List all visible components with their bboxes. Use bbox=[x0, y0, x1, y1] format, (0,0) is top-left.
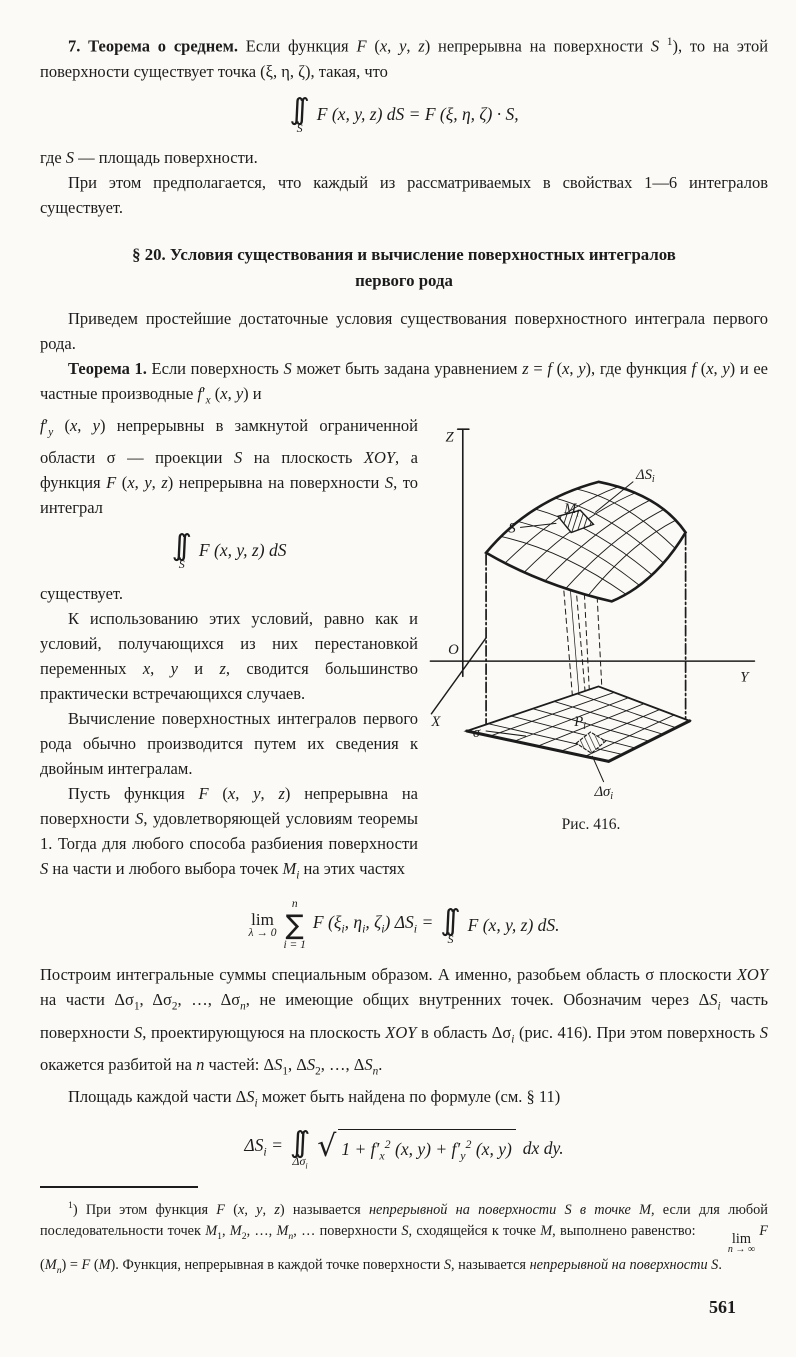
radical-sign: √ bbox=[317, 1129, 337, 1165]
formula-area-element bbox=[40, 1124, 768, 1171]
paragraph-exists: существует. bbox=[40, 584, 124, 604]
paragraph-mean-value-theorem: 7. Теорема о среднем. Если функция F (x, y, z) непрерывна на поверхности S $^1$), то на этой поверхности существует точка (ξ, η, ζ), такая, что bbox=[40, 36, 769, 81]
section-heading bbox=[50, 242, 758, 294]
formula-body: F (x, y, z) dS bbox=[198, 540, 287, 561]
sum-operator: n ∑ i = 1 bbox=[283, 898, 306, 951]
formula-lhs: $\Delta S_i$ = bbox=[244, 1135, 283, 1159]
formula-body: F (x, y, z) dS = F (ξ, η, ζ) · S, bbox=[316, 103, 519, 124]
paragraph-col1: $f'_y$ (x, y) непрерывны в замкнутой ограниченной области σ — проекции S на плоскость XOY, а функция F (x, y, z) непрерывна на поверхности S, то интеграл bbox=[40, 415, 419, 518]
surface-s bbox=[486, 482, 686, 602]
formula-tail: dx dy. bbox=[522, 1138, 564, 1159]
limit-operator: lim λ → 0 bbox=[248, 910, 277, 940]
formula-body: F ($\xi_i$, $\eta_i$, $\zeta_i$) $\Delta S_i$ = bbox=[312, 911, 434, 936]
z-axis-label: Z bbox=[445, 429, 454, 446]
double-integral: ∫∫ S bbox=[440, 902, 454, 946]
delta-sigma-label: $\Delta\sigma_i$ bbox=[594, 783, 614, 802]
paragraph-prived: Приведем простейшие достаточные условия существования поверхностного интеграла первого рода. bbox=[40, 308, 768, 353]
paragraph-pri-etom: При этом предполагается, что каждый из рассматриваемых в свойствах 1—6 интегралов существует. bbox=[40, 172, 768, 217]
figure-caption: Рис. 416. bbox=[561, 815, 621, 833]
paragraph-postroim: Построим интегральные суммы специальным образом. А именно, разобьем область σ плоскости XOY на части $\Delta\sigma_1$, $\Delta\sigma_2$, …, $\Delta\sigma_n$, не имеющие общих внутренних точек. Обозначим через $\Delta S_i$ часть поверхности S, проектирующуюся на плоскость XOY в область $\Delta\sigma_i$ (рис. 416). При этом поверхность S окажется разбитой на n частей: $\Delta S_1$, $\Delta S_2$, …, $\Delta S_n$. bbox=[40, 965, 768, 1078]
paragraph-ploshchad: Площадь каждой части $\Delta S_i$ может быть найдена по формуле (см. § 11) bbox=[68, 1087, 561, 1110]
footnote-text: $^1$) При этом функция F (x, y, z) называется непрерывной на поверхности S в точке M, если для любой последовательности точек $M_1$, $M_2$, …, $M_n$, … поверхности S, сходящейся к точке M, выполнено равенство: lim n → ∞ F $(M_n) = F$ (M). Функция, непрерывная в каждой точке поверхности S, называется непрерывной на поверхности S. bbox=[40, 1200, 769, 1277]
double-integral: ∫∫ S bbox=[289, 91, 303, 135]
formula-limit-sum bbox=[40, 899, 768, 951]
x-axis-label: X bbox=[431, 713, 441, 730]
section-heading-line1: § 20. Условия существования и вычисление поверхностных интегралов bbox=[132, 244, 676, 264]
double-integral: ∫∫ S bbox=[171, 528, 185, 572]
radicand: $1 + f'_x^2$ (x, $y) + f'_y^2$ (x, y) bbox=[338, 1129, 515, 1168]
paragraph-theorem-1: Теорема 1. Если поверхность S может быть задана уравнением z = f (x, y), где функция f (x, y) и ее частные производные $f'_x$ (x, y) и bbox=[40, 358, 768, 406]
paragraph-vychislenie: Вычисление поверхностных интегралов первого рода обычно производится путем их сведения к двойным интегралам. bbox=[40, 709, 418, 779]
paragraph-where-s: где S — площадь поверхности. bbox=[40, 147, 258, 167]
paragraph-k-ispolzovaniyu: К использованию этих условий, равно как и условий, получающихся из них перестановкой переменных x, y и z, сводится большинство практически встречающихся случаев. bbox=[40, 609, 419, 704]
section-heading-line2: первого рода bbox=[355, 270, 453, 290]
figure-416-drawing bbox=[428, 415, 768, 810]
formula-mean-value bbox=[40, 91, 768, 135]
formula-body: F (x, y, z) dS. bbox=[467, 914, 560, 935]
origin-label: O bbox=[448, 641, 459, 658]
y-axis-label: Y bbox=[740, 669, 749, 686]
sigma-label: σ bbox=[472, 724, 481, 741]
double-integral: ∫∫ $\Delta\sigma_i$ bbox=[289, 1124, 308, 1170]
footnote-rule bbox=[40, 1186, 198, 1188]
figure-416 bbox=[428, 415, 768, 837]
paragraph-pust-funkciya: Пусть функция F (x, y, z) непрерывна на поверхности S, удовлетворяющей условиям теоремы 1. Тогда для любого способа разбиения поверхности S на части и любого выбора точек $M_i$ на этих частях bbox=[40, 784, 419, 882]
surface-s-label: S bbox=[508, 520, 516, 537]
point-m-label: $M_i$ bbox=[564, 501, 580, 520]
point-p-label: $P_i$ bbox=[574, 713, 586, 732]
delta-s-label: $\Delta S_i$ bbox=[635, 466, 655, 485]
page-number: 561 bbox=[709, 1297, 736, 1318]
